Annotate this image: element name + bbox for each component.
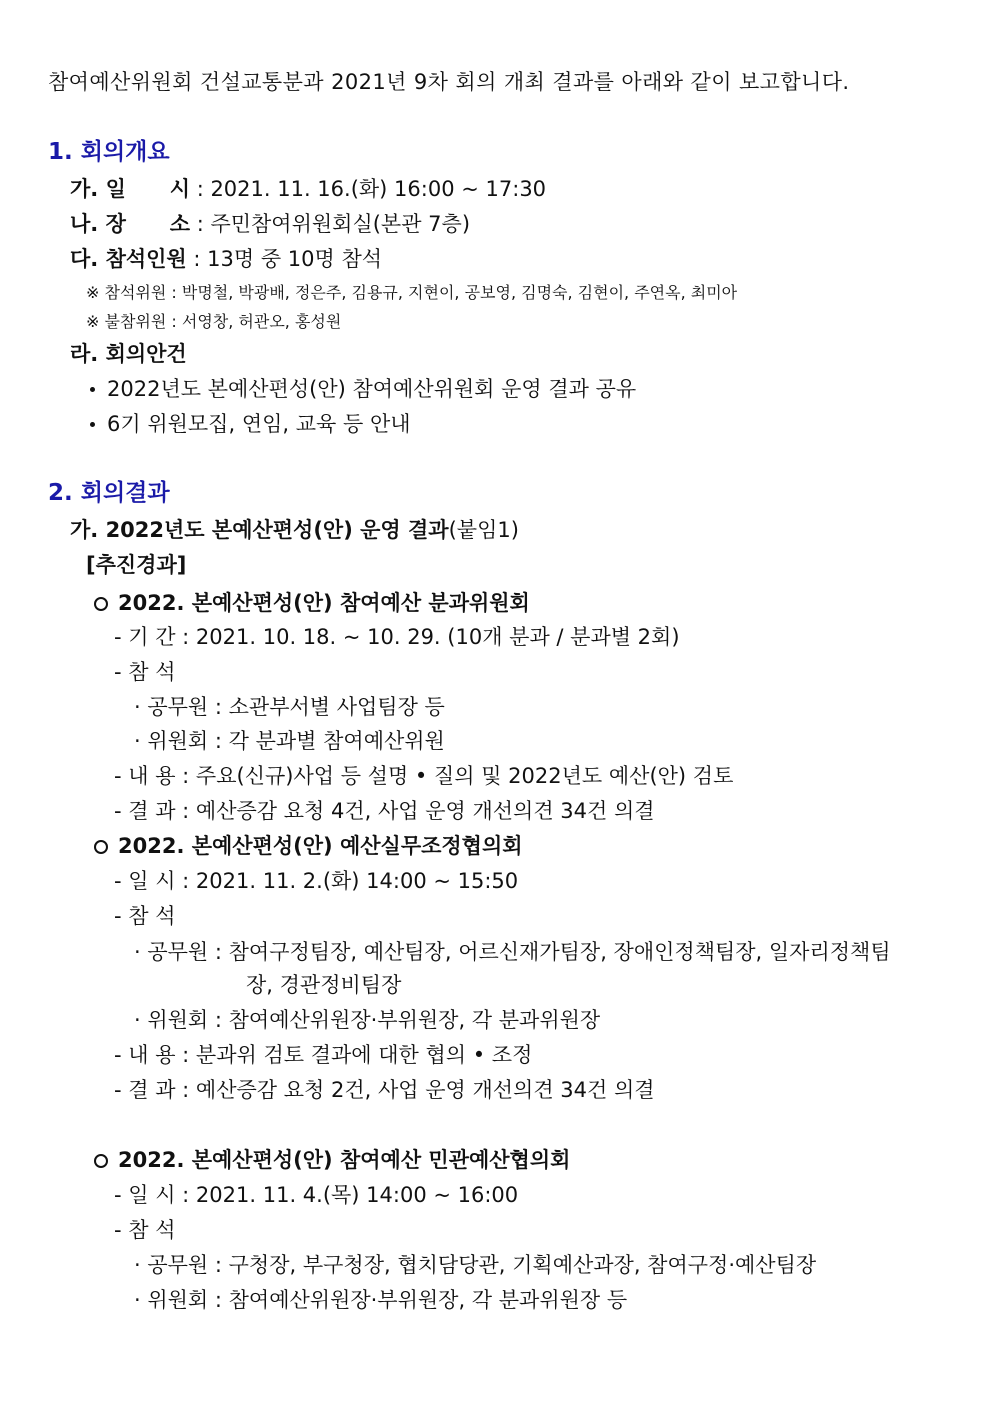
agenda-item-text: 6기 위원모집, 연임, 교육 등 안내	[107, 412, 411, 436]
meeting-date-line	[70, 174, 546, 204]
attendance-label: 다. 참석인원	[70, 247, 187, 271]
meeting-place-label: 나. 장 소	[70, 212, 191, 236]
block-attend: - 참 석	[114, 1218, 176, 1242]
meeting-place-line	[70, 209, 470, 239]
circle-bullet-icon	[94, 840, 108, 854]
circle-bullet-icon	[94, 1154, 108, 1168]
bullet-icon	[90, 387, 95, 392]
block-result: - 결 과 : 예산증감 요청 2건, 사업 운영 개선의견 34건 의결	[114, 1078, 655, 1102]
section2-title: 2. 회의결과	[48, 480, 170, 506]
block-attend: - 참 석	[114, 660, 176, 684]
block-attend: - 참 석	[114, 904, 176, 928]
absent-members-note: ※ 불참위원 : 서영창, 허관오, 홍성원	[86, 312, 342, 331]
block-result: - 결 과 : 예산증감 요청 4건, 사업 운영 개선의견 34건 의결	[114, 799, 655, 823]
block-heading-text: 2022. 본예산편성(안) 참여예산 분과위원회	[118, 591, 530, 615]
block-heading	[94, 1145, 570, 1175]
subsection-a-note: (붙임1)	[448, 518, 519, 542]
agenda-item	[90, 409, 411, 439]
block-content: - 내 용 : 분과위 검토 결과에 대한 협의 • 조정	[114, 1043, 533, 1067]
block-period: - 일 시 : 2021. 11. 2.(화) 14:00 ~ 15:50	[114, 869, 519, 893]
block-heading	[94, 831, 523, 861]
block-committee: · 위원회 : 각 분과별 참여예산위원	[134, 729, 445, 753]
bullet-icon	[90, 422, 95, 427]
circle-bullet-icon	[94, 597, 108, 611]
block-heading-text: 2022. 본예산편성(안) 예산실무조정협의회	[118, 834, 523, 858]
section1-title: 1. 회의개요	[48, 139, 170, 165]
block-heading-text: 2022. 본예산편성(안) 참여예산 민관예산협의회	[118, 1148, 571, 1172]
block-committee: · 위원회 : 참여예산위원장·부위원장, 각 분과위원장 등	[134, 1288, 628, 1312]
attendance-value: : 13명 중 10명 참석	[186, 247, 383, 271]
attendance-line	[70, 244, 382, 274]
subsection-a-heading	[70, 515, 519, 545]
progress-label: [추진경과]	[86, 553, 187, 577]
agenda-label: 라. 회의안건	[70, 342, 187, 366]
block-officials: · 공무원 : 구청장, 부구청장, 협치담당관, 기획예산과장, 참여구정·예산팀장	[134, 1253, 817, 1277]
block-officials: · 공무원 : 참여구정팀장, 예산팀장, 어르신재가팀장, 장애인정책팀장, 일자리정책팀	[134, 940, 891, 964]
block-period: - 기 간 : 2021. 10. 18. ~ 10. 29. (10개 분과 / 분과별 2회)	[114, 625, 680, 649]
intro-text: 참여예산위원회 건설교통분과 2021년 9차 회의 개최 결과를 아래와 같이 보고합니다.	[48, 70, 850, 94]
subsection-a-title: 가. 2022년도 본예산편성(안) 운영 결과	[70, 518, 449, 542]
block-committee: · 위원회 : 참여예산위원장·부위원장, 각 분과위원장	[134, 1008, 601, 1032]
present-members-note: ※ 참석위원 : 박명철, 박광배, 정은주, 김용규, 지현이, 공보영, 김명숙, 김현이, 주연옥, 최미아	[86, 283, 738, 302]
meeting-date-label: 가. 일 시	[70, 177, 191, 201]
block-officials-continued: 장, 경관정비팀장	[246, 973, 402, 997]
block-heading	[94, 588, 530, 618]
meeting-date-value: : 2021. 11. 16.(화) 16:00 ~ 17:30	[190, 177, 547, 201]
agenda-item-text: 2022년도 본예산편성(안) 참여예산위원회 운영 결과 공유	[107, 377, 637, 401]
agenda-item	[90, 374, 636, 404]
meeting-place-value: : 주민참여위원회실(본관 7층)	[190, 212, 471, 236]
block-officials: · 공무원 : 소관부서별 사업팀장 등	[134, 695, 445, 719]
block-period: - 일 시 : 2021. 11. 4.(목) 14:00 ~ 16:00	[114, 1183, 519, 1207]
block-content: - 내 용 : 주요(신규)사업 등 설명 • 질의 및 2022년도 예산(안) 검토	[114, 764, 734, 788]
